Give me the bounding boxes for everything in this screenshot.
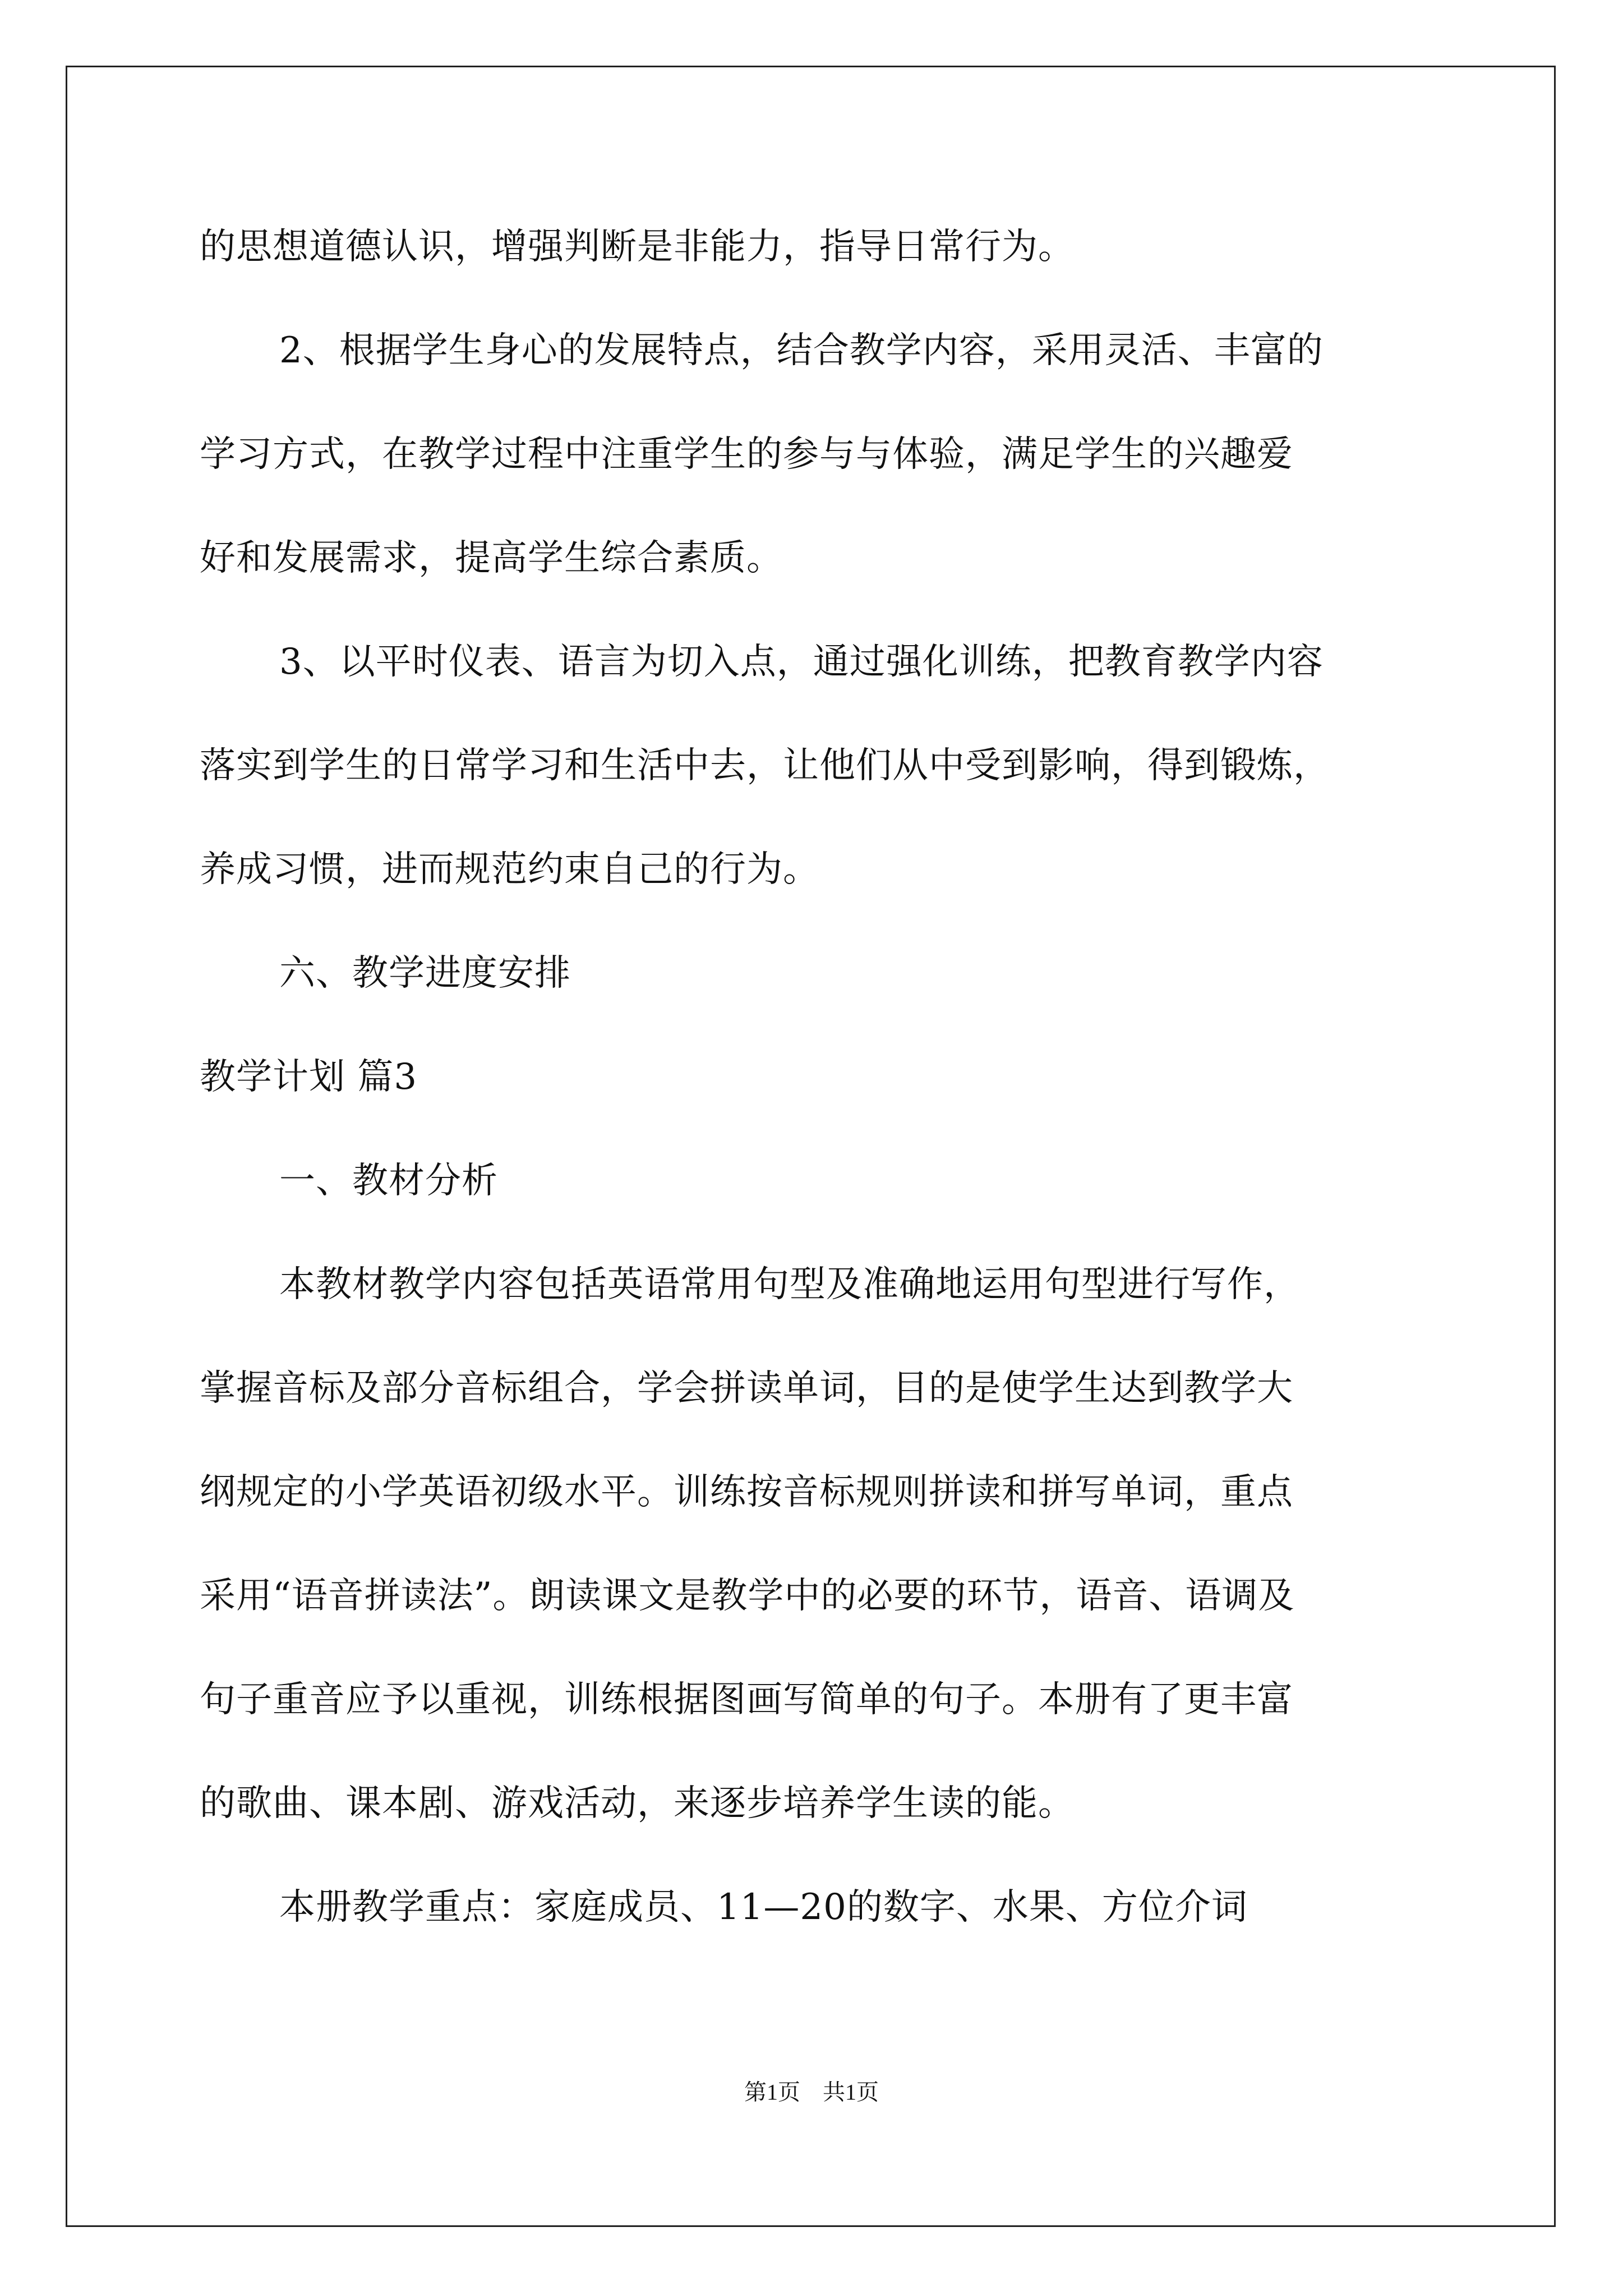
paragraph-line: 落实到学生的日常学习和生活中去，让他们从中受到影响，得到锻炼，	[200, 745, 1330, 786]
paragraph-line: 学习方式，在教学过程中注重学生的参与与体验，满足学生的兴趣爱	[200, 434, 1293, 475]
paragraph-line: 的思想道德认识，增强判断是非能力，指导日常行为。	[200, 226, 1075, 268]
paragraph-line: 本册教学重点：家庭成员、11—20的数字、水果、方位介词	[279, 1887, 1248, 1928]
page-total: 共1页	[823, 2079, 879, 2105]
paragraph-line: 掌握音标及部分音标组合，学会拼读单词，目的是使学生达到教学大	[200, 1368, 1293, 1409]
paragraph-line: 3、以平时仪表、语言为切入点，通过强化训练，把教育教学内容	[279, 641, 1324, 683]
section-heading: 一、教材分析	[279, 1160, 498, 1202]
paragraph-line: 2、根据学生身心的发展特点，结合教学内容，采用灵活、丰富的	[279, 330, 1324, 371]
paragraph-line: 句子重音应予以重视，训练根据图画写简单的句子。本册有了更丰富	[200, 1679, 1293, 1720]
page-number: 第1页	[744, 2079, 800, 2105]
paragraph-line: 纲规定的小学英语初级水平。训练按音标规则拼读和拼写单词，重点	[200, 1471, 1293, 1513]
section-heading: 六、教学进度安排	[279, 953, 571, 994]
page-footer	[0, 2078, 1623, 2106]
paragraph-line: 采用“语音拼读法”。朗读课文是教学中的必要的环节，语音、语调及	[200, 1575, 1295, 1617]
paragraph-line: 的歌曲、课本剧、游戏活动，来逐步培养学生读的能。	[200, 1783, 1075, 1824]
paragraph-line: 养成习惯，进而规范约束自己的行为。	[200, 849, 819, 890]
paragraph-line: 好和发展需求，提高学生综合素质。	[200, 537, 783, 579]
paragraph-line: 本教材教学内容包括英语常用句型及准确地运用句型进行写作，	[279, 1264, 1300, 1305]
document-title: 教学计划 篇3	[200, 1056, 418, 1098]
